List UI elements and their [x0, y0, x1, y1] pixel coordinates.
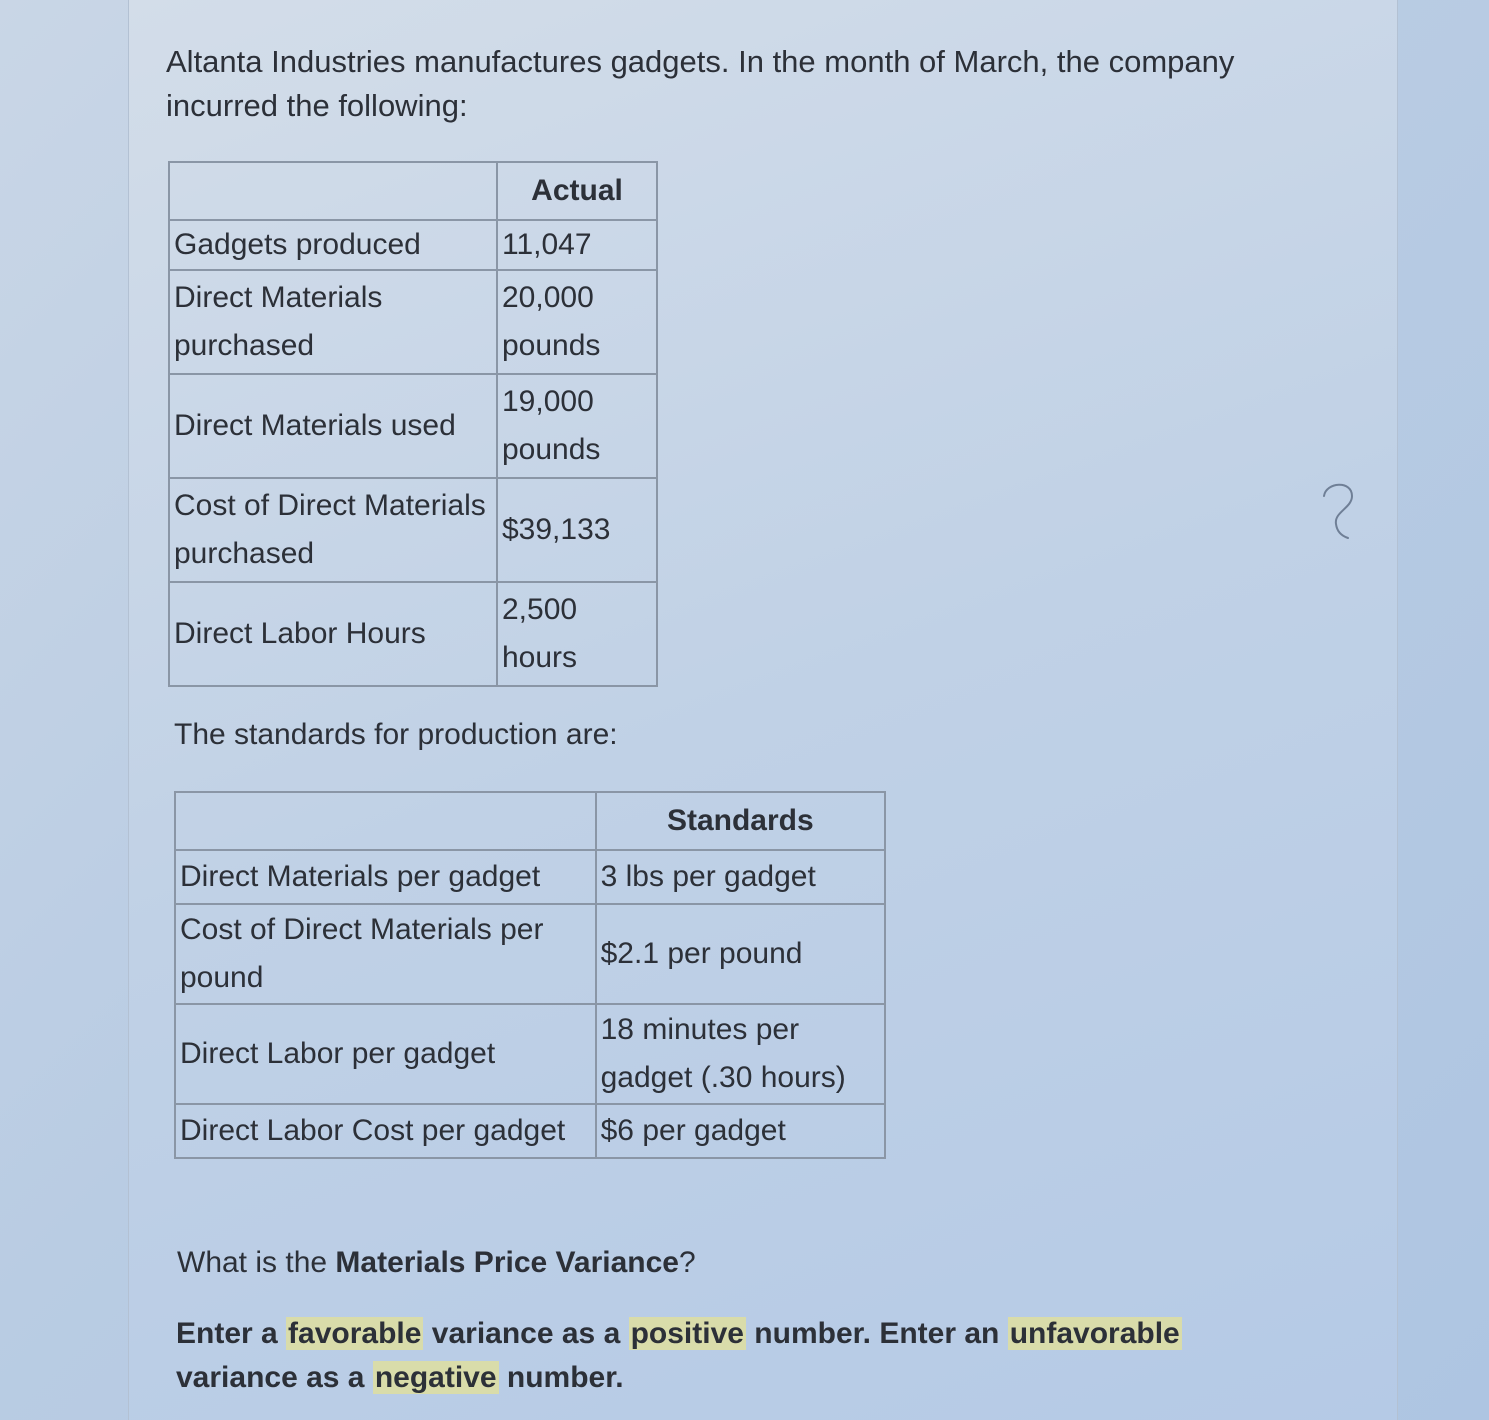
- table-row: [169, 220, 657, 270]
- row-value: 3 lbs per gadget: [596, 850, 885, 904]
- table-header-row: [169, 162, 657, 220]
- row-label: Gadgets produced: [169, 220, 497, 270]
- instruction-part: Enter a: [176, 1317, 287, 1350]
- header-cell-empty: [175, 792, 596, 850]
- table-row: [175, 904, 885, 1004]
- row-value: 19,000 pounds: [497, 374, 657, 478]
- row-value: 2,500 hours: [497, 582, 657, 686]
- standards-table: [174, 791, 886, 1159]
- row-value: $2.1 per pound: [596, 904, 885, 1004]
- header-cell-empty: [169, 162, 497, 220]
- question-prefix: What is the: [177, 1246, 336, 1279]
- instruction-part: variance as a: [176, 1361, 373, 1394]
- instruction-text: [176, 1312, 1296, 1400]
- table-row: [169, 478, 657, 582]
- standards-intro: The standards for production are:: [174, 718, 618, 751]
- row-value: $39,133: [497, 478, 657, 582]
- table-row: [169, 374, 657, 478]
- row-value: 18 minutes per gadget (.30 hours): [596, 1004, 885, 1104]
- highlighted-word-unfavorable: unfavorable: [1009, 1317, 1180, 1350]
- header-cell-actual: Actual: [497, 162, 657, 220]
- row-label: Direct Materials purchased: [169, 270, 497, 374]
- question-text: [177, 1246, 696, 1280]
- handwritten-mark-icon: [1318, 478, 1358, 548]
- table-row: [175, 1104, 885, 1158]
- highlighted-word-negative: negative: [374, 1361, 497, 1394]
- row-label: Direct Labor Hours: [169, 582, 497, 686]
- row-label: Direct Labor Cost per gadget: [175, 1104, 596, 1158]
- table-row: [169, 270, 657, 374]
- question-suffix: ?: [678, 1246, 696, 1279]
- row-label: Cost of Direct Materials per pound: [175, 904, 596, 1004]
- row-label: Cost of Direct Materials purchased: [169, 478, 497, 582]
- table-row: [175, 1004, 885, 1104]
- table-header-row: [175, 792, 885, 850]
- highlighted-word-favorable: favorable: [288, 1317, 422, 1350]
- instruction-part: number. Enter an: [745, 1317, 1008, 1350]
- intro-text: Altanta Industries manufactures gadgets. In the month of March, the company incurred the following:: [166, 44, 1235, 123]
- row-label: Direct Materials used: [169, 374, 497, 478]
- row-label: Direct Labor per gadget: [175, 1004, 596, 1104]
- row-value: 11,047: [497, 220, 657, 270]
- actual-table: [168, 161, 658, 687]
- row-label: Direct Materials per gadget: [175, 850, 596, 904]
- question-emphasis: Materials Price Variance: [335, 1246, 679, 1279]
- table-row: [169, 582, 657, 686]
- instruction-part: variance as a: [423, 1317, 629, 1350]
- table-row: [175, 850, 885, 904]
- instruction-part: number.: [498, 1361, 624, 1394]
- row-value: 20,000 pounds: [497, 270, 657, 374]
- highlighted-word-positive: positive: [630, 1317, 744, 1350]
- header-cell-standards: Standards: [596, 792, 885, 850]
- row-value: $6 per gadget: [596, 1104, 885, 1158]
